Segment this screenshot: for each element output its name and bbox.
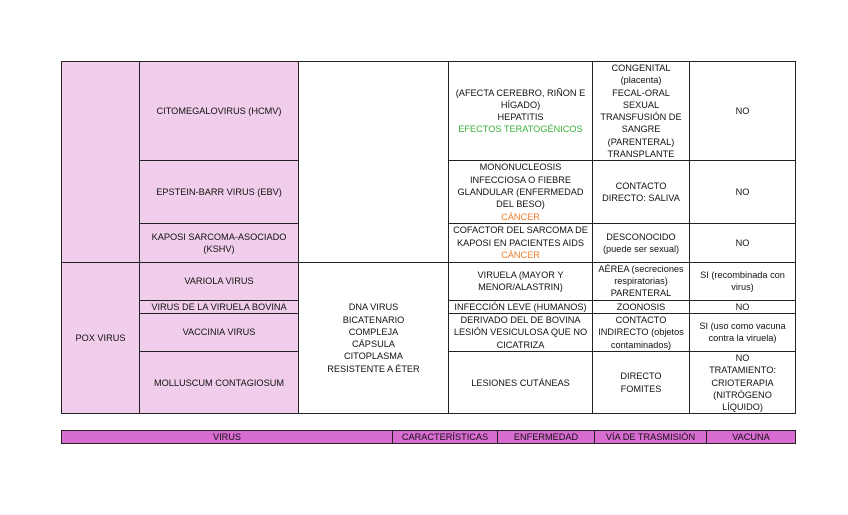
header-disease: ENFERMEDAD	[498, 431, 595, 444]
header-transmission: VÍA DE TRASMISIÓN	[595, 431, 707, 444]
table-row	[62, 262, 796, 300]
virus-name-cell: VARIOLA VIRUS	[140, 262, 299, 300]
family-cell-pox: POX VIRUS	[62, 262, 140, 414]
virus-table	[61, 61, 796, 414]
header-bar	[61, 430, 796, 444]
virus-name-cell: VIRUS DE LA VIRUELA BOVINA	[140, 300, 299, 313]
virus-name-cell: VACCINIA VIRUS	[140, 314, 299, 352]
header-row	[62, 431, 796, 444]
characteristics-cell-pox: DNA VIRUS BICATENARIO COMPLEJA CÁPSULA CITOPLASMA RESISTENTE A ÉTER	[299, 262, 449, 414]
virus-name-cell: EPSTEIN-BARR VIRUS (EBV)	[140, 161, 299, 223]
virus-name-cell: CITOMEGALOVIRUS (HCMV)	[140, 62, 299, 161]
header-vaccine: VACUNA	[707, 431, 796, 444]
disease-cell: LESIONES CUTÁNEAS	[449, 351, 593, 413]
transmission-cell: DIRECTO FOMITES	[593, 351, 690, 413]
vaccine-cell: SI (uso como vacuna contra la viruela)	[690, 314, 796, 352]
header-characteristics: CARACTERÍSTICAS	[393, 431, 498, 444]
table-row	[62, 62, 796, 161]
virus-name-cell: MOLLUSCUM CONTAGIOSUM	[140, 351, 299, 413]
header-virus: VIRUS	[62, 431, 393, 444]
family-cell-herpes	[62, 62, 140, 263]
virus-name-cell: KAPOSI SARCOMA-ASOCIADO (KSHV)	[140, 223, 299, 262]
disease-cell: COFACTOR DEL SARCOMA DE KAPOSI EN PACIENTES AIDS CÁNCER	[449, 223, 593, 262]
cancer-note: CÁNCER	[501, 211, 540, 222]
disease-cell: (AFECTA CEREBRO, RIÑON E HÍGADO) HEPATITIS EFECTOS TERATOGÉNICOS	[449, 62, 593, 161]
cancer-note: CÁNCER	[501, 250, 540, 260]
disease-cell: DERIVADO DEL DE BOVINA LESIÓN VESICULOSA QUE NO CICATRIZA	[449, 314, 593, 352]
vaccine-cell: NO	[690, 62, 796, 161]
vaccine-cell: NO	[690, 300, 796, 313]
transmission-cell: CONTACTO DIRECTO: SALIVA	[593, 161, 690, 223]
disease-cell: INFECCIÓN LEVE (HUMANOS)	[449, 300, 593, 313]
transmission-cell: AÉREA (secreciones respiratorias) PARENTERAL	[593, 262, 690, 300]
teratogenic-note: EFECTOS TERATOGÉNICOS	[458, 124, 583, 135]
vaccine-cell: NO TRATAMIENTO: CRIOTERAPIA (NITRÓGENO LÍQUIDO)	[690, 351, 796, 413]
transmission-cell: DESCONOCIDO (puede ser sexual)	[593, 223, 690, 262]
vaccine-cell: NO	[690, 223, 796, 262]
vaccine-cell: SI (recombinada con virus)	[690, 262, 796, 300]
vaccine-cell: NO	[690, 161, 796, 223]
disease-cell: MONONUCLEOSIS INFECCIOSA O FIEBRE GLANDULAR (ENFERMEDAD DEL BESO) CÁNCER	[449, 161, 593, 223]
disease-cell: VIRUELA (MAYOR Y MENOR/ALASTRIN)	[449, 262, 593, 300]
characteristics-cell-herpes	[299, 62, 449, 263]
transmission-cell: CONGENITAL (placenta) FECAL-ORAL SEXUAL TRANSFUSIÓN DE SANGRE (PARENTERAL) TRANSPLANTE	[593, 62, 690, 161]
transmission-cell: CONTACTO INDIRECTO (objetos contaminados)	[593, 314, 690, 352]
transmission-cell: ZOONOSIS	[593, 300, 690, 313]
